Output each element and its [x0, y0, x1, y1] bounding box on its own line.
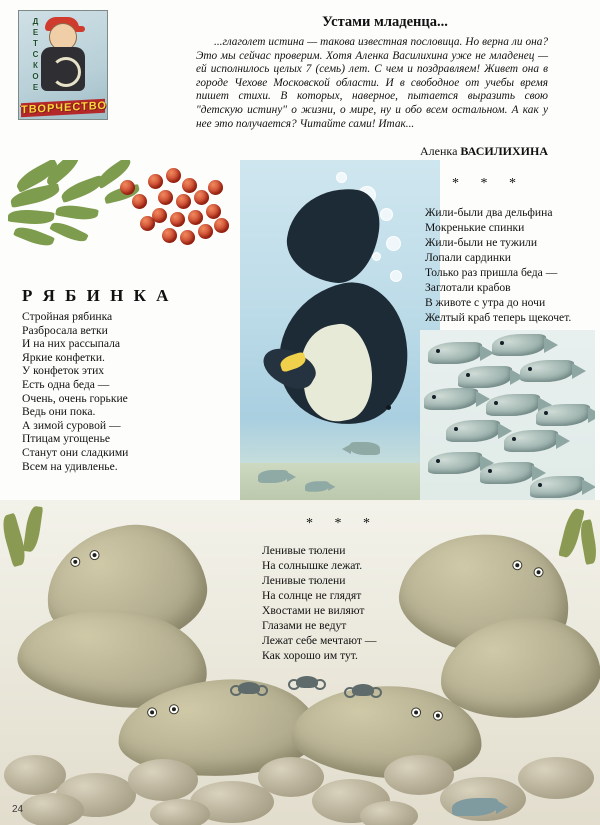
poem-line: Как хорошо им тут. [262, 649, 358, 662]
poem-line: Яркие конфетки. [22, 350, 105, 364]
poem-line: Всем на удивленье. [22, 459, 118, 473]
poem-body-ryabinka [22, 310, 192, 473]
poem-line: Лопали сардинки [425, 251, 511, 264]
dolphin-tail [282, 181, 384, 288]
poem-line: Хвостами не виляют [262, 604, 365, 617]
poem-line: Ленивые тюлени [262, 574, 346, 587]
small-fish [350, 442, 380, 455]
poem-line: Лежат себе мечтают — [262, 634, 377, 647]
separator-stars-dolphins: * * * [452, 176, 525, 191]
illustration-fish-school [420, 330, 595, 515]
page-number: 24 [12, 804, 24, 815]
crab-icon [238, 682, 260, 694]
poem-body-seals [262, 543, 452, 663]
intro-paragraph: ...глаголет истина — такова известная пословица. Но верна ли она? Это мы сейчас проверим. Хотя Аленка Василихина уже не младенец — ей исполнилось целых 7 (семь) лет. С чем и поздравляем! Живет она в городе Чехове Московской области. И в свободное от учебы время пишет стихи. В которых, наверное, пытается выразить свою "детскую истину" о жизни, о мире, ну и обо всем остальном. А как у нее это получается? Читайте сами! Итак... [196, 36, 548, 130]
poem-line: На солнышке лежат. [262, 559, 363, 572]
illustration-dolphin [240, 160, 440, 505]
poem-line: У конфеток этих [22, 364, 105, 378]
poem-line: Жили-были два дельфина [425, 206, 553, 219]
rock-field [0, 729, 600, 825]
poem-line: Желтый краб теперь щекочет. [425, 311, 572, 324]
page-title: Устами младенца... [322, 14, 448, 30]
author-first-name: Аленка [420, 144, 458, 158]
author-last-name: ВАСИЛИХИНА [460, 144, 548, 158]
poem-line: Только раз пришла беда — [425, 266, 558, 279]
small-fish [305, 481, 329, 491]
magazine-logo-badge [18, 10, 108, 120]
poem-line: Мокренькие спинки [425, 221, 525, 234]
poem-line: Птицам угощенье [22, 432, 111, 446]
poem-line: На солнце не глядят [262, 589, 362, 602]
logo-swirl-icon [51, 57, 81, 87]
poem-line: В животе с утра до ночи [425, 296, 546, 309]
logo-bottom-text: ТВОРЧЕСТВО [21, 99, 107, 117]
crab-icon [352, 684, 374, 696]
poem-body-dolphins [425, 205, 595, 325]
poem-line: Очень, очень горькие [22, 391, 128, 405]
seaweed [23, 505, 43, 553]
poem-line: Ленивые тюлени [262, 544, 346, 557]
poem-line: Стройная рябинка [22, 310, 113, 323]
poem-line: Разбросала ветки [22, 323, 108, 337]
poem-title-ryabinka: Р Я Б И Н К А [22, 286, 172, 305]
poem-line: Жили-были не тужили [425, 236, 538, 249]
poem-line: Есть одна беда — [22, 377, 110, 391]
poem-line: Заглотали крабов [425, 281, 511, 294]
poem-line: И на них рассыпала [22, 337, 121, 351]
logo-vertical-text: ДЕТСКОЕ [31, 17, 40, 94]
poem-line: Ведь они пока. [22, 405, 96, 419]
crab-icon [296, 676, 318, 688]
poem-line: Станут они сладкими [22, 445, 129, 459]
dolphin-eye [386, 405, 391, 410]
illustration-rowan-branch [8, 160, 238, 285]
poem-line: Глазами не ведут [262, 619, 347, 632]
seaweed [578, 519, 598, 565]
small-fish [258, 470, 288, 483]
dolphin-figure [268, 255, 418, 435]
poem-line: А зимой суровой — [22, 418, 121, 432]
author-byline [196, 144, 548, 159]
separator-stars-seals: * * * [306, 516, 379, 531]
